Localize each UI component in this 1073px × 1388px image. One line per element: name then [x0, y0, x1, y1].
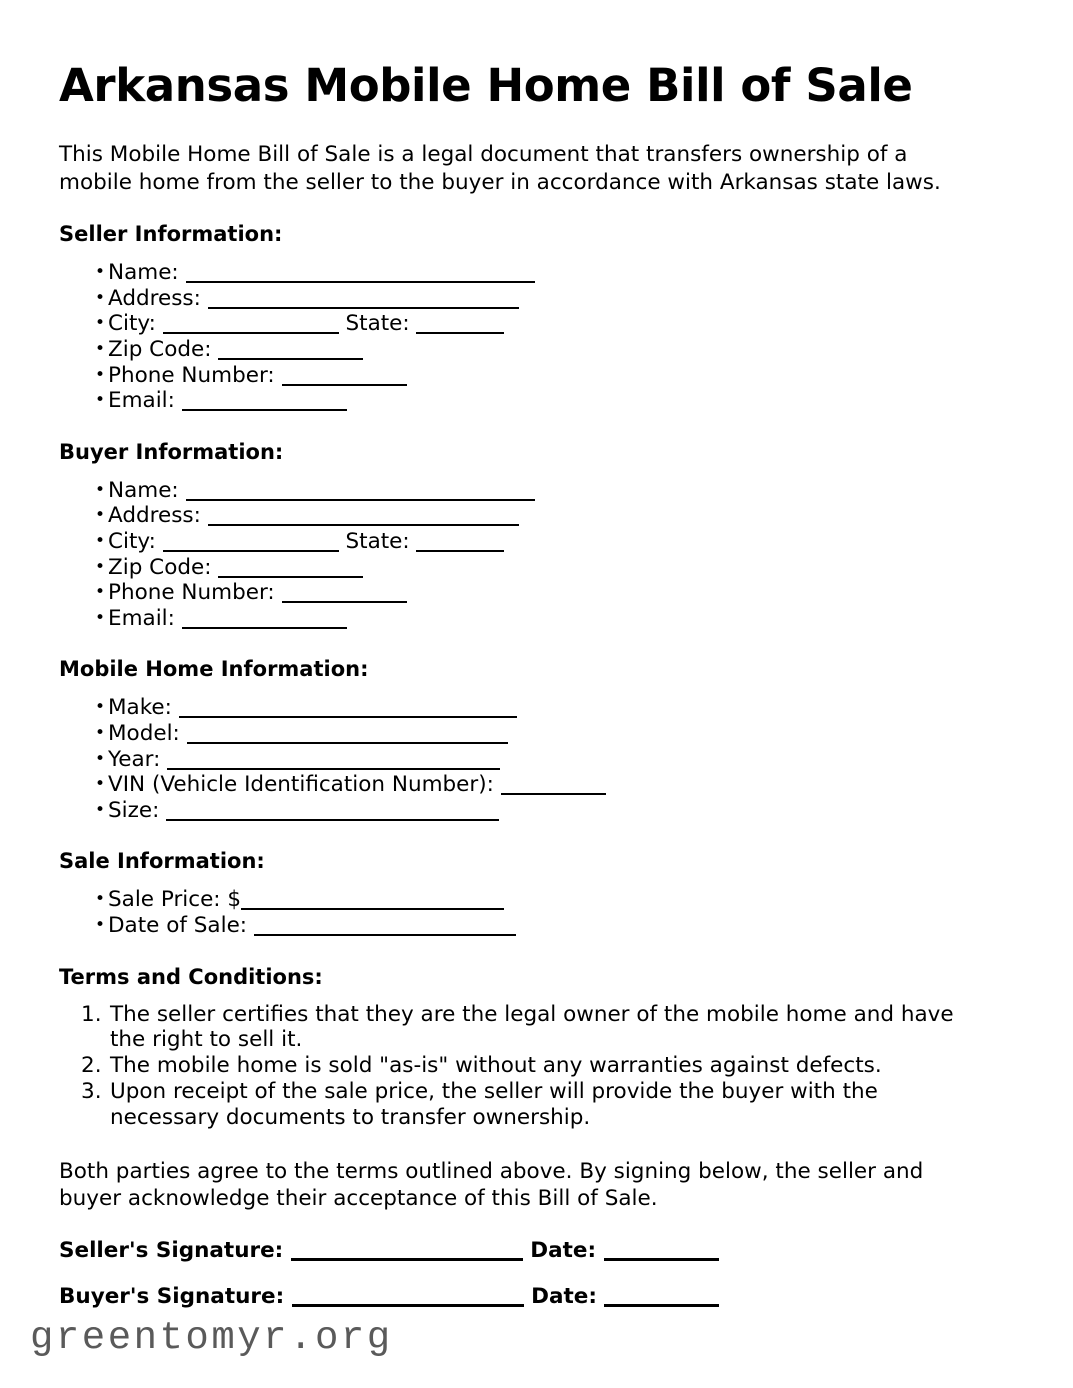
field-line: [59, 913, 969, 939]
field-blank-secondary[interactable]: [416, 534, 504, 552]
field-blank[interactable]: [218, 560, 363, 578]
field-blank[interactable]: [182, 393, 347, 411]
date-blank[interactable]: [604, 1242, 719, 1261]
signature-row: [59, 1238, 969, 1264]
field-label: Date of Sale:: [108, 912, 254, 938]
field-label: Address:: [108, 503, 208, 529]
field-label: Make:: [108, 695, 179, 721]
field-label: City:: [108, 311, 163, 337]
field-blank[interactable]: [167, 752, 500, 770]
closing-paragraph: Both parties agree to the terms outlined above. By signing below, the seller and buyer acknowledge their acceptance of this Bill of Sale.: [59, 1158, 924, 1212]
field-blank[interactable]: [187, 726, 508, 744]
field-label: VIN (Vehicle Identification Number):: [108, 772, 501, 798]
field-line: [59, 555, 969, 581]
field-blank-secondary[interactable]: [416, 316, 504, 334]
field-line: [59, 260, 969, 286]
field-blank[interactable]: [241, 892, 504, 910]
field-blank[interactable]: [163, 316, 339, 334]
signature-label: Seller's Signature:: [59, 1237, 291, 1263]
mobile-home-fields-list: [59, 681, 969, 823]
field-label: Phone Number:: [108, 580, 282, 606]
buyer-section-heading: Buyer Information:: [59, 439, 284, 464]
buyer-fields-list: [59, 464, 969, 632]
field-blank[interactable]: [208, 508, 519, 526]
field-line: [59, 695, 969, 721]
field-line: [59, 503, 969, 529]
field-line: [59, 478, 969, 504]
field-label: Email:: [108, 605, 182, 631]
date-label: Date:: [523, 1283, 605, 1309]
signature-blank[interactable]: [292, 1288, 524, 1307]
field-label: Zip Code:: [108, 337, 219, 363]
field-label: City:: [108, 529, 163, 555]
signature-row: [59, 1284, 969, 1310]
intro-paragraph: This Mobile Home Bill of Sale is a legal document that transfers ownership of a mobile home from the seller to the buyer in accordance with Arkansas state laws.: [59, 142, 941, 195]
field-line: [59, 529, 969, 555]
field-line: [59, 337, 969, 363]
sale-section-heading: Sale Information:: [59, 849, 265, 874]
field-blank[interactable]: [218, 342, 363, 360]
signature-blank[interactable]: [291, 1242, 523, 1261]
field-label: Sale Price: $: [108, 887, 242, 913]
field-blank[interactable]: [186, 483, 535, 501]
page-title: Arkansas Mobile Home Bill of Sale: [59, 59, 913, 112]
field-line: [59, 286, 969, 312]
seller-fields-list: [59, 246, 969, 414]
field-line: [59, 388, 969, 414]
field-line: [59, 580, 969, 606]
signature-label: Buyer's Signature:: [59, 1283, 292, 1309]
term-item: The seller certifies that they are the legal owner of the mobile home and have the right to sell it.: [110, 1001, 954, 1053]
field-line: [59, 363, 969, 389]
sale-fields-list: [59, 873, 969, 938]
field-blank[interactable]: [166, 803, 499, 821]
field-label-secondary: State:: [338, 529, 417, 555]
field-line: [59, 311, 969, 337]
field-blank[interactable]: [501, 777, 606, 795]
signature-block: [59, 1213, 969, 1310]
field-blank[interactable]: [186, 265, 535, 283]
field-line: [59, 772, 969, 798]
seller-section-heading: Seller Information:: [59, 222, 283, 247]
term-item: Upon receipt of the sale price, the seller will provide the buyer with the necessary documents to transfer ownership.: [110, 1078, 878, 1130]
field-blank[interactable]: [182, 611, 347, 629]
mobile-home-section-heading: Mobile Home Information:: [59, 657, 369, 682]
field-line: [59, 798, 969, 824]
date-blank[interactable]: [604, 1288, 719, 1307]
field-blank[interactable]: [208, 291, 519, 309]
field-label: Address:: [108, 285, 208, 311]
field-line: [59, 887, 969, 913]
field-blank[interactable]: [282, 368, 407, 386]
field-blank[interactable]: [254, 918, 516, 936]
field-line: [59, 747, 969, 773]
field-label: Email:: [108, 388, 182, 414]
field-label: Zip Code:: [108, 554, 219, 580]
field-label: Model:: [108, 721, 187, 746]
field-label: Name:: [108, 260, 186, 286]
field-label-secondary: State:: [338, 311, 417, 337]
site-watermark: greentomyr.org: [30, 1316, 393, 1360]
field-blank[interactable]: [282, 585, 407, 603]
terms-list: [59, 989, 969, 1131]
field-label: Name:: [108, 477, 186, 503]
field-blank[interactable]: [179, 700, 517, 718]
date-label: Date:: [522, 1237, 604, 1263]
terms-section-heading: Terms and Conditions:: [59, 964, 323, 989]
term-item: The mobile home is sold "as-is" without any warranties against defects.: [110, 1053, 882, 1079]
field-blank[interactable]: [163, 534, 339, 552]
field-line: [59, 606, 969, 632]
field-label: Phone Number:: [108, 362, 282, 388]
field-label: Year:: [108, 746, 168, 772]
document-content: [59, 0, 969, 1330]
field-label: Size:: [108, 797, 167, 823]
field-line: [59, 721, 969, 747]
